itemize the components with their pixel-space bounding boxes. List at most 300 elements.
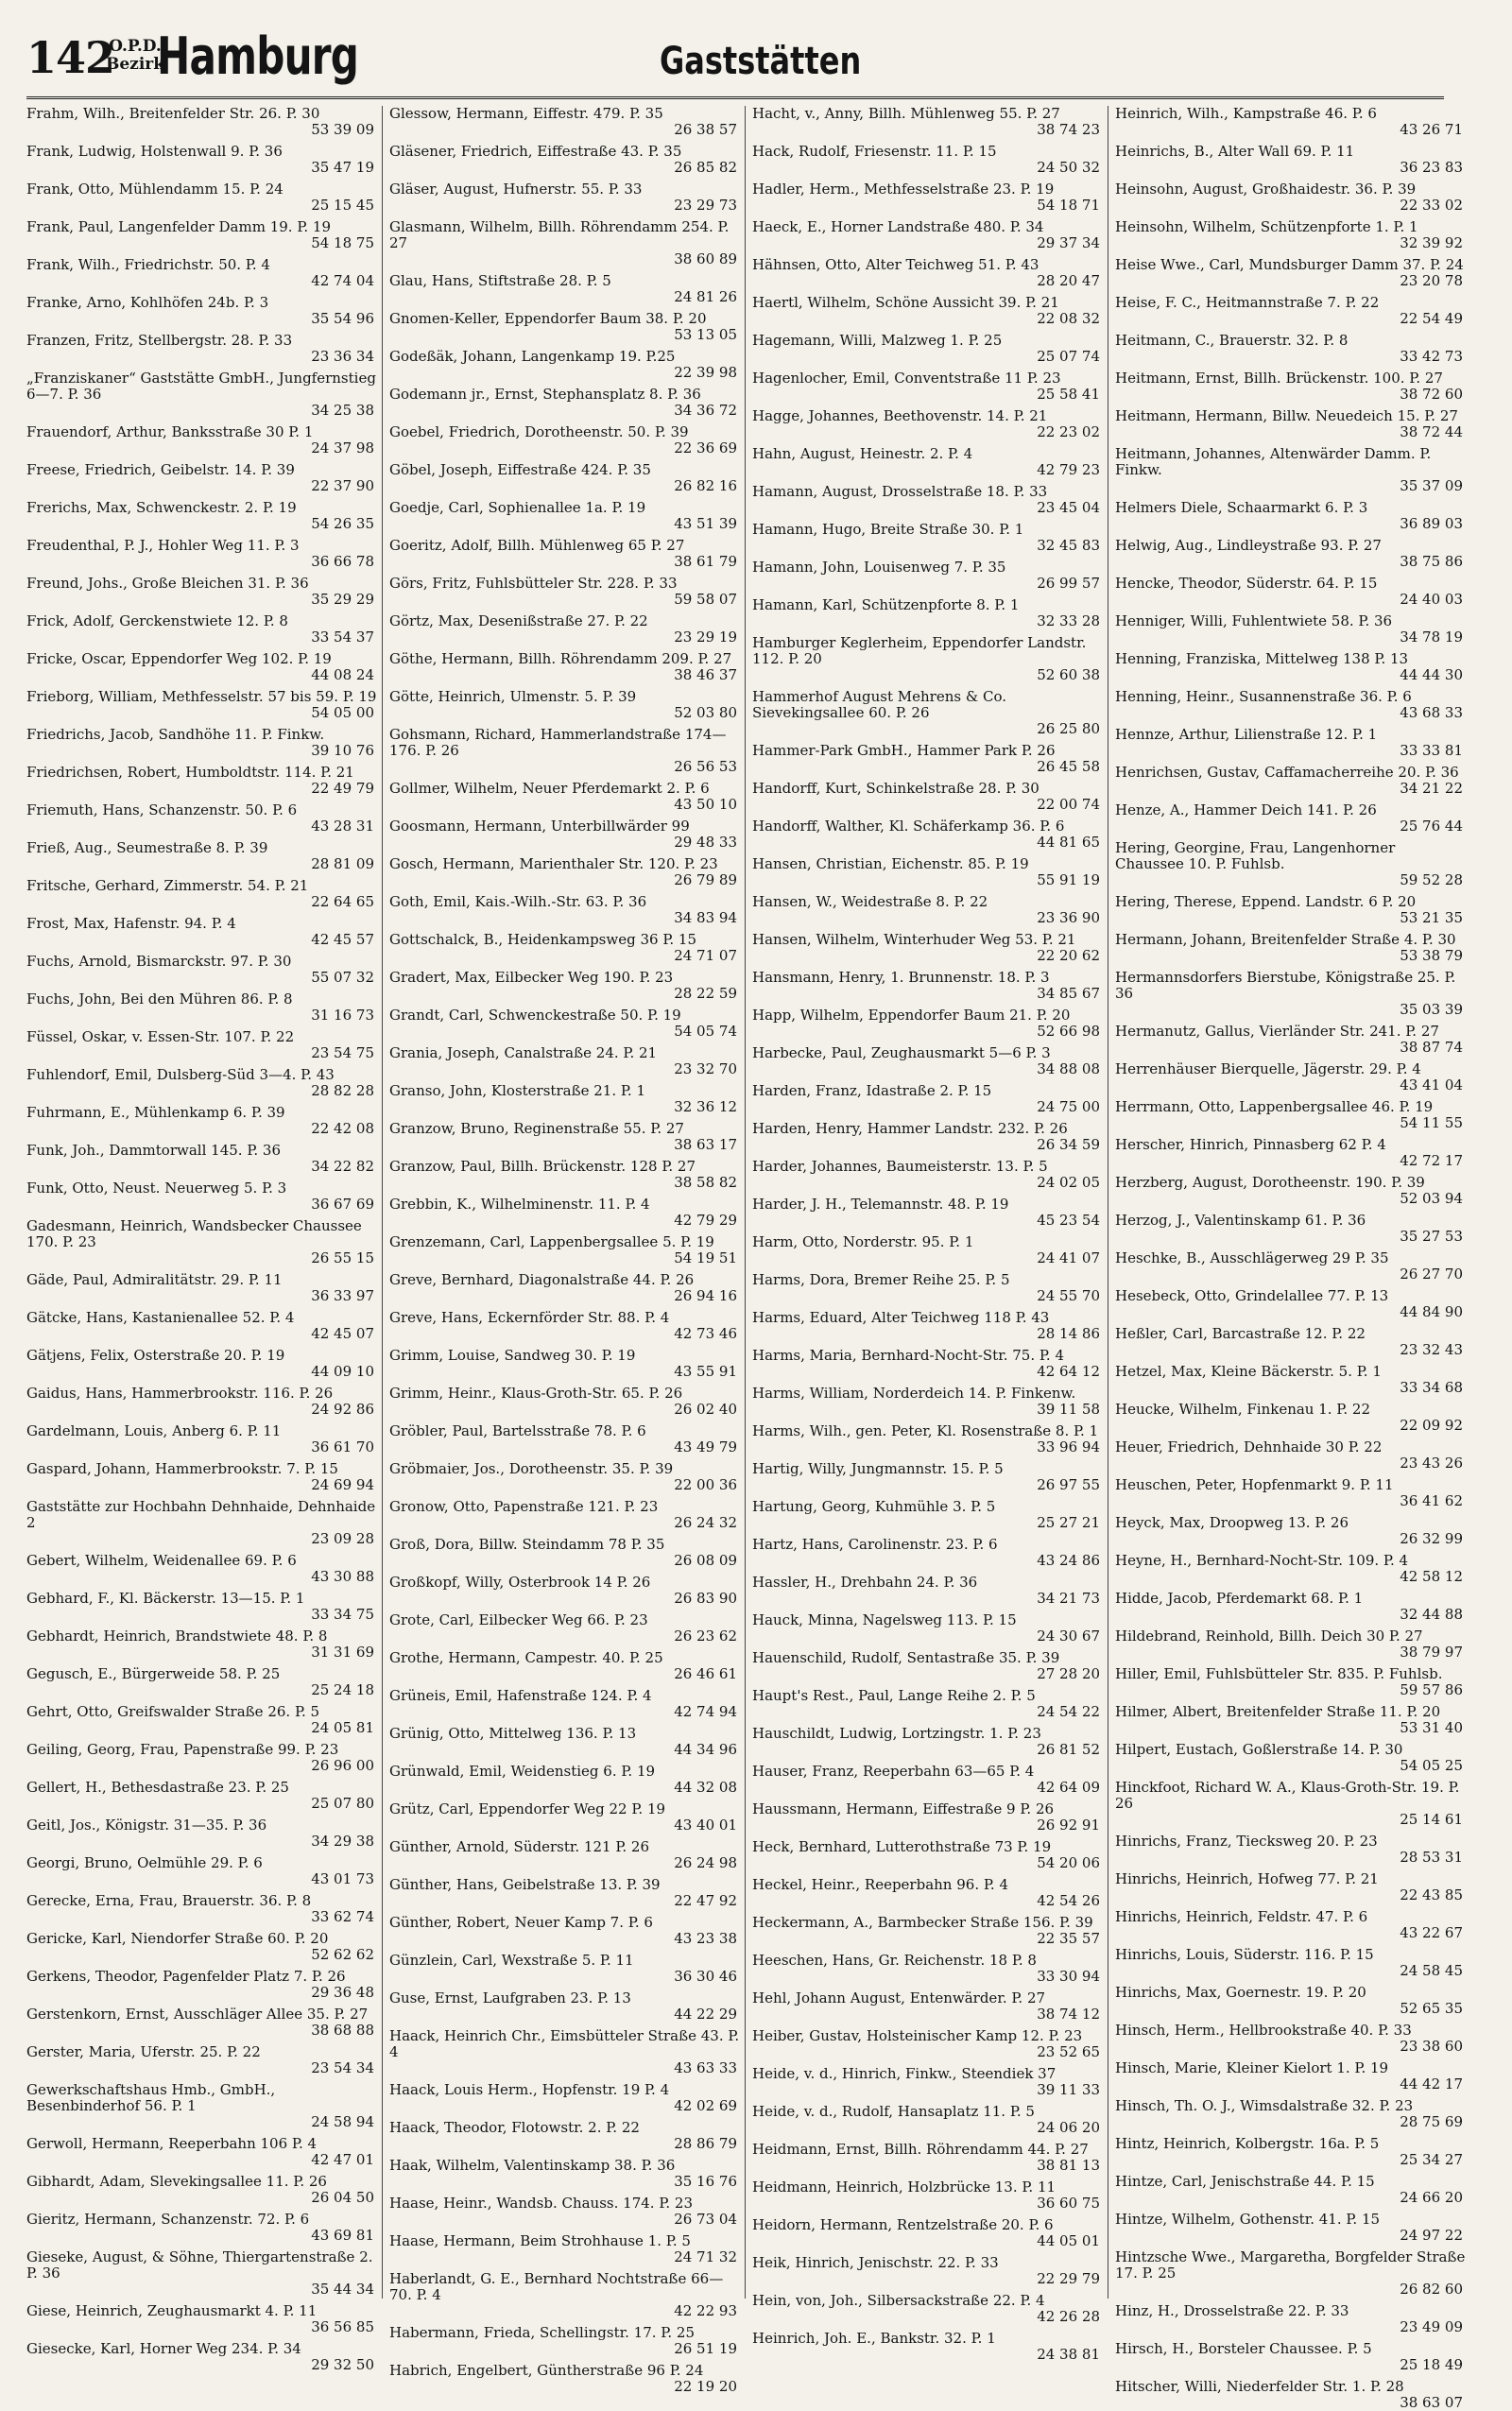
entry-name-address: Hesebeck, Otto, Grindelallee 77. P. 13 [1115, 1287, 1389, 1304]
entry-name-address: Hagenlocher, Emil, Conventstraße 11 P. 23 [752, 370, 1061, 387]
entry-phone: 43 63 33 [674, 2059, 737, 2076]
directory-entry [26, 2249, 378, 2298]
entry-name-address: Hinz, H., Drosselstraße 22. P. 33 [1115, 2302, 1349, 2319]
directory-entry [389, 1159, 741, 1191]
entry-phone: 22 43 85 [1400, 1886, 1463, 1903]
entry-phone: 22 00 36 [674, 1476, 737, 1493]
entry-phone: 26 83 90 [674, 1590, 737, 1607]
entry-phone: 29 48 33 [674, 834, 737, 851]
directory-entry [1115, 181, 1467, 214]
entry-phone: 33 34 75 [311, 1606, 374, 1623]
directory-entry [1115, 219, 1467, 251]
entry-name-address: Friemuth, Hans, Schanzenstr. 50. P. 6 [26, 801, 298, 818]
entry-name-address: Grania, Joseph, Canalstraße 24. P. 21 [389, 1044, 658, 1061]
entry-phone: 54 20 06 [1037, 1854, 1100, 1871]
directory-entry [389, 1801, 741, 1834]
directory-entry [389, 106, 741, 138]
entry-name-address: Götte, Heinrich, Ulmenstr. 5. P. 39 [389, 688, 637, 705]
directory-entry [752, 1159, 1104, 1191]
entry-name-address: Haberlandt, G. E., Bernhard Nochtstraße 66—70. P. 4 [389, 2270, 724, 2303]
column-3 [752, 105, 1104, 2363]
entry-name-address: Harms, Wilh., gen. Peter, Kl. Rosenstraße 8. P. 1 [752, 1422, 1099, 1439]
directory-entry [1115, 1250, 1467, 1283]
column-4 [1115, 105, 1467, 2411]
entry-name-address: Heyne, H., Bernhard-Nocht-Str. 109. P. 4 [1115, 1552, 1409, 1569]
directory-entry [389, 1726, 741, 1758]
directory-entry [389, 273, 741, 305]
directory-entry [752, 1575, 1104, 1607]
entry-name-address: Herscher, Hinrich, Pinnasberg 62 P. 4 [1115, 1136, 1386, 1153]
directory-entry [389, 1007, 741, 1040]
entry-phone: 25 58 41 [1037, 386, 1100, 403]
entry-phone: 23 45 04 [1037, 499, 1100, 516]
entry-phone: 38 87 74 [1400, 1039, 1463, 1056]
entry-name-address: Goth, Emil, Kais.-Wilh.-Str. 63. P. 36 [389, 893, 647, 910]
directory-entry [26, 878, 378, 910]
entry-phone: 22 37 90 [311, 477, 374, 494]
entry-phone: 22 33 02 [1400, 197, 1463, 214]
directory-entry [752, 1499, 1104, 1531]
directory-entry [389, 1688, 741, 1720]
entry-name-address: Granso, John, Klosterstraße 21. P. 1 [389, 1082, 645, 1099]
entry-phone: 53 21 35 [1400, 909, 1463, 926]
page-header [26, 21, 1444, 99]
entry-name-address: Greve, Bernhard, Diagonalstraße 44. P. 26 [389, 1271, 695, 1288]
directory-entry [1115, 1099, 1467, 1131]
directory-entry [752, 1764, 1104, 1796]
entry-phone: 29 36 48 [311, 1984, 374, 2001]
entry-phone: 31 31 69 [311, 1644, 374, 1661]
entry-phone: 26 79 89 [674, 871, 737, 888]
entry-phone: 26 92 91 [1037, 1817, 1100, 1834]
entry-phone: 42 45 57 [311, 931, 374, 948]
directory-entry [752, 1348, 1104, 1380]
entry-name-address: Hansen, Wilhelm, Winterhuder Weg 53. P. 21 [752, 931, 1076, 948]
entry-phone: 35 29 29 [311, 591, 374, 608]
directory-entry [1115, 894, 1467, 926]
entry-name-address: Hinrichs, Franz, Tiecksweg 20. P. 23 [1115, 1833, 1378, 1850]
directory-entry [752, 106, 1104, 138]
entry-name-address: Henze, A., Hammer Deich 141. P. 26 [1115, 801, 1377, 818]
entry-name-address: Frick, Adolf, Gerckenstwiete 12. P. 8 [26, 612, 288, 629]
directory-entry [752, 295, 1104, 327]
directory-entry [389, 727, 741, 775]
directory-entry [26, 1969, 378, 2001]
directory-entry [752, 2066, 1104, 2098]
entry-name-address: Harden, Henry, Hammer Landstr. 232. P. 26 [752, 1120, 1068, 1137]
entry-phone: 35 16 76 [674, 2173, 737, 2190]
entry-phone: 25 15 45 [311, 197, 374, 214]
entry-phone: 28 20 47 [1037, 272, 1100, 289]
entry-name-address: Funk, Joh., Dammtorwall 145. P. 36 [26, 1142, 281, 1159]
entry-name-address: Hansen, W., Weidestraße 8. P. 22 [752, 893, 988, 910]
entry-phone: 28 14 86 [1037, 1325, 1100, 1342]
entry-name-address: Frahm, Wilh., Breitenfelder Str. 26. P. 30 [26, 105, 320, 122]
entry-phone: 23 36 90 [1037, 909, 1100, 926]
entry-name-address: Grütz, Carl, Eppendorfer Weg 22 P. 19 [389, 1800, 666, 1817]
entry-phone: 36 61 70 [311, 1438, 374, 1455]
entry-name-address: Heinrich, Joh. E., Bankstr. 32. P. 1 [752, 2330, 996, 2347]
entry-phone: 43 24 86 [1037, 1552, 1100, 1569]
entry-phone: 44 22 29 [674, 2006, 737, 2023]
page-number: 142 [26, 32, 115, 83]
directory-entry [1115, 2098, 1467, 2130]
entry-name-address: Grimm, Heinr., Klaus-Groth-Str. 65. P. 26 [389, 1385, 683, 1402]
directory-entry [1115, 538, 1467, 570]
entry-phone: 42 45 07 [311, 1325, 374, 1342]
entry-name-address: Gieseke, August, & Söhne, Thiergartenstraße 2. P. 36 [26, 2248, 373, 2282]
entry-phone: 52 03 80 [674, 704, 737, 721]
directory-entry [26, 424, 378, 456]
directory-entry [1115, 2249, 1467, 2298]
directory-entry [752, 1612, 1104, 1645]
entry-phone: 22 36 69 [674, 439, 737, 456]
entry-name-address: Heinsohn, Wilhelm, Schützenpforte 1. P. 1 [1115, 218, 1418, 235]
entry-name-address: Hammer-Park GmbH., Hammer Park P. 26 [752, 742, 1056, 759]
entry-name-address: Granzow, Bruno, Reginenstraße 55. P. 27 [389, 1120, 684, 1137]
entry-name-address: Gerster, Maria, Uferstr. 25. P. 22 [26, 2043, 261, 2060]
column-1 [26, 105, 378, 2373]
entry-name-address: Grebbin, K., Wilhelminenstr. 11. P. 4 [389, 1196, 650, 1213]
directory-entry [389, 1121, 741, 1153]
entry-name-address: Hilpert, Eustach, Goßlerstraße 14. P. 30 [1115, 1741, 1403, 1758]
entry-name-address: Hirsch, H., Borsteler Chaussee. P. 5 [1115, 2340, 1372, 2357]
directory-entry [752, 1272, 1104, 1304]
entry-phone: 26 27 70 [1400, 1266, 1463, 1283]
directory-entry [389, 932, 741, 964]
entry-name-address: Gericke, Karl, Niendorfer Straße 60. P. 20 [26, 1930, 329, 1947]
entry-phone: 43 28 31 [311, 818, 374, 835]
entry-name-address: Franke, Arno, Kohlhöfen 24b. P. 3 [26, 294, 269, 311]
entry-name-address: Hinrichs, Max, Goernestr. 19. P. 20 [1115, 1984, 1366, 2001]
entry-name-address: Gerwoll, Hermann, Reeperbahn 106 P. 4 [26, 2135, 318, 2152]
entry-phone: 34 88 08 [1037, 1060, 1100, 1077]
entry-name-address: Harms, Maria, Bernhard-Nocht-Str. 75. P. 4 [752, 1347, 1065, 1364]
entry-name-address: Goedje, Carl, Sophienallee 1a. P. 19 [389, 499, 646, 516]
entry-phone: 34 22 82 [311, 1158, 374, 1175]
entry-phone: 25 07 74 [1037, 348, 1100, 365]
entry-phone: 54 18 71 [1037, 197, 1100, 214]
entry-phone: 26 23 62 [674, 1627, 737, 1645]
entry-phone: 35 03 39 [1400, 1001, 1463, 1018]
entry-name-address: Gardelmann, Louis, Anberg 6. P. 11 [26, 1422, 282, 1439]
entry-name-address: Hering, Georgine, Frau, Langenhorner Chaussee 10. P. Fuhlsb. [1115, 839, 1396, 872]
entry-name-address: Frank, Paul, Langenfelder Damm 19. P. 19 [26, 218, 331, 235]
entry-phone: 38 58 82 [674, 1174, 737, 1191]
directory-entry [26, 1143, 378, 1175]
entry-phone: 23 54 34 [311, 2059, 374, 2076]
directory-entry [752, 1650, 1104, 1682]
entry-phone: 26 25 80 [1037, 720, 1100, 737]
entry-phone: 24 58 94 [311, 2113, 374, 2130]
directory-entry [1115, 1175, 1467, 1207]
directory-entry [752, 1877, 1104, 1909]
entry-name-address: Hagge, Johannes, Beethovenstr. 14. P. 21 [752, 407, 1048, 424]
entry-name-address: Herzog, J., Valentinskamp 61. P. 36 [1115, 1212, 1366, 1229]
directory-entry [1115, 576, 1467, 608]
directory-entry [26, 2174, 378, 2206]
entry-phone: 22 29 79 [1037, 2270, 1100, 2287]
directory-entry [752, 333, 1104, 365]
directory-entry [26, 370, 378, 419]
entry-name-address: Happ, Wilhelm, Eppendorfer Baum 21. P. 20 [752, 1007, 1071, 1024]
entry-name-address: Hermannsdorfers Bierstube, Königstraße 25. P. 36 [1115, 969, 1456, 1002]
entry-phone: 26 99 57 [1037, 575, 1100, 592]
entry-phone: 26 81 52 [1037, 1741, 1100, 1758]
directory-entry [1115, 1364, 1467, 1396]
entry-name-address: Fritsche, Gerhard, Zimmerstr. 54. P. 21 [26, 877, 309, 894]
entry-name-address: Hartig, Willy, Jungmannstr. 15. P. 5 [752, 1460, 1004, 1477]
directory-entry [752, 2028, 1104, 2060]
entry-phone: 42 54 26 [1037, 1892, 1100, 1909]
entry-phone: 34 85 67 [1037, 985, 1100, 1002]
directory-entry [1115, 1704, 1467, 1736]
directory-entry [26, 613, 378, 646]
entry-phone: 43 30 88 [311, 1568, 374, 1585]
directory-entry [26, 1386, 378, 1418]
entry-phone: 22 23 02 [1037, 423, 1100, 440]
entry-phone: 43 50 10 [674, 796, 737, 813]
entry-name-address: Haeck, E., Horner Landstraße 480. P. 34 [752, 218, 1044, 235]
directory-entry [389, 2082, 741, 2114]
entry-name-address: Grandt, Carl, Schwenckestraße 50. P. 19 [389, 1007, 681, 1024]
directory-entry [752, 1915, 1104, 1947]
directory-entry [752, 522, 1104, 554]
entry-name-address: Harms, William, Norderdeich 14. P. Finkenw. [752, 1385, 1076, 1402]
entry-phone: 53 38 79 [1400, 947, 1463, 964]
directory-entry [26, 1553, 378, 1585]
directory-entry [1115, 970, 1467, 1018]
entry-name-address: Giese, Heinrich, Zeughausmarkt 4. P. 11 [26, 2302, 318, 2319]
entry-phone: 27 28 20 [1037, 1665, 1100, 1682]
entry-phone: 24 30 67 [1037, 1627, 1100, 1645]
entry-name-address: Heidmann, Ernst, Billh. Röhrendamm 44. P. 27 [752, 2141, 1089, 2158]
entry-phone: 26 97 55 [1037, 1476, 1100, 1493]
column-divider [745, 106, 746, 2299]
directory-entry [389, 424, 741, 456]
directory-entry [752, 181, 1104, 214]
entry-phone: 23 54 75 [311, 1044, 374, 1061]
entry-name-address: Glau, Hans, Stiftstraße 28. P. 5 [389, 272, 611, 289]
directory-entry [389, 387, 741, 419]
entry-name-address: Geitl, Jos., Königstr. 31—35. P. 36 [26, 1817, 267, 1834]
entry-name-address: Heinrich, Wilh., Kampstraße 46. P. 6 [1115, 105, 1377, 122]
entry-name-address: Hilmer, Albert, Breitenfelder Straße 11. P. 20 [1115, 1703, 1441, 1720]
entry-phone: 24 41 07 [1037, 1249, 1100, 1266]
directory-entry [389, 1575, 741, 1607]
entry-name-address: Herzberg, August, Dorotheenstr. 190. P. 39 [1115, 1174, 1425, 1191]
entry-phone: 39 11 58 [1037, 1401, 1100, 1418]
entry-name-address: Heschke, B., Ausschlägerweg 29 P. 35 [1115, 1249, 1389, 1266]
entry-name-address: Henning, Franziska, Mittelweg 138 P. 13 [1115, 650, 1409, 667]
entry-phone: 42 47 01 [311, 2151, 374, 2168]
directory-entry [389, 2158, 741, 2190]
entry-phone: 34 83 94 [674, 909, 737, 926]
entry-name-address: Hinsch, Herm., Hellbrookstraße 40. P. 33 [1115, 2022, 1412, 2039]
entry-phone: 26 02 40 [674, 1401, 737, 1418]
directory-entry [26, 840, 378, 872]
entry-phone: 54 05 25 [1400, 1757, 1463, 1774]
entry-phone: 33 42 73 [1400, 348, 1463, 365]
entry-phone: 24 38 81 [1037, 2346, 1100, 2363]
entry-phone: 24 54 22 [1037, 1703, 1100, 1720]
directory-entry [1115, 2303, 1467, 2335]
entry-phone: 36 89 03 [1400, 515, 1463, 532]
entry-name-address: Frank, Wilh., Friedrichstr. 50. P. 4 [26, 256, 270, 273]
entry-name-address: Fuchs, John, Bei den Mühren 86. P. 8 [26, 990, 293, 1007]
entry-phone: 28 82 28 [311, 1082, 374, 1099]
entry-name-address: Gläsener, Friedrich, Eiffestraße 43. P. 35 [389, 143, 682, 160]
entry-phone: 26 94 16 [674, 1287, 737, 1304]
directory-entry [389, 781, 741, 813]
directory-entry [389, 1348, 741, 1380]
entry-phone: 36 30 46 [674, 1968, 737, 1985]
entry-phone: 26 56 53 [674, 758, 737, 775]
directory-entry [389, 2233, 741, 2265]
entry-phone: 23 32 43 [1400, 1341, 1463, 1358]
entry-phone: 25 34 27 [1400, 2151, 1463, 2168]
entry-name-address: Gebhardt, Heinrich, Brandstwiete 48. P. 8 [26, 1627, 328, 1645]
entry-phone: 26 45 58 [1037, 758, 1100, 775]
entry-phone: 24 71 32 [674, 2248, 737, 2265]
entry-phone: 33 33 81 [1400, 742, 1463, 759]
entry-phone: 44 09 10 [311, 1363, 374, 1380]
directory-entry [26, 1780, 378, 1812]
entry-name-address: Heck, Bernhard, Lutterothstraße 73 P. 19 [752, 1838, 1052, 1855]
directory-entry [1115, 651, 1467, 683]
directory-entry [26, 257, 378, 289]
entry-name-address: Heeschen, Hans, Gr. Reichenstr. 18 P. 8 [752, 1952, 1037, 1969]
entry-phone: 24 81 26 [674, 288, 737, 305]
entry-name-address: Heise Wwe., Carl, Mundsburger Damm 37. P. 24 [1115, 256, 1464, 273]
entry-phone: 26 38 57 [674, 121, 737, 138]
entry-phone: 26 82 60 [1400, 2281, 1463, 2298]
entry-name-address: Füssel, Oskar, v. Essen-Str. 107. P. 22 [26, 1028, 295, 1045]
entry-name-address: Gibhardt, Adam, Slevekingsallee 11. P. 26 [26, 2173, 327, 2190]
entry-name-address: Heiber, Gustav, Holsteinischer Kamp 12. P. 23 [752, 2027, 1083, 2044]
directory-entry [752, 219, 1104, 251]
directory-entry [752, 1953, 1104, 1985]
entry-phone: 25 14 61 [1400, 1811, 1463, 1828]
directory-entry [1115, 500, 1467, 532]
entry-phone: 32 44 88 [1400, 1606, 1463, 1623]
entry-phone: 36 60 75 [1037, 2195, 1100, 2212]
directory-entry [26, 2136, 378, 2168]
entry-name-address: Heuer, Friedrich, Dehnhaide 30 P. 22 [1115, 1438, 1383, 1455]
entry-name-address: Hermann, Johann, Breitenfelder Straße 4. P. 30 [1115, 931, 1456, 948]
directory-entry [389, 1499, 741, 1531]
entry-name-address: Gröbmaier, Jos., Dorotheenstr. 35. P. 39 [389, 1460, 674, 1477]
directory-entry [1115, 1402, 1467, 1434]
entry-name-address: Gnomen-Keller, Eppendorfer Baum 38. P. 20 [389, 310, 707, 327]
entry-phone: 28 75 69 [1400, 2113, 1463, 2130]
directory-entry [389, 2196, 741, 2228]
entry-phone: 35 27 53 [1400, 1228, 1463, 1245]
directory-entry [26, 954, 378, 986]
entry-phone: 52 62 62 [311, 1946, 374, 1963]
entry-phone: 35 47 19 [311, 159, 374, 176]
entry-name-address: Fricke, Oscar, Eppendorfer Weg 102. P. 19 [26, 650, 332, 667]
entry-phone: 26 73 04 [674, 2211, 737, 2228]
entry-name-address: Hinrichs, Heinrich, Hofweg 77. P. 21 [1115, 1870, 1379, 1887]
entry-phone: 42 73 46 [674, 1325, 737, 1342]
entry-name-address: Gewerkschaftshaus Hmb., GmbH., Besenbinderhof 56. P. 1 [26, 2081, 276, 2114]
entry-name-address: Görtz, Max, Desenißstraße 27. P. 22 [389, 612, 648, 629]
directory-entry [752, 1007, 1104, 1040]
entry-name-address: Heidorn, Hermann, Rentzelstraße 20. P. 6 [752, 2216, 1054, 2233]
directory-entry [389, 2363, 741, 2395]
entry-name-address: Gröbler, Paul, Bartelsstraße 78. P. 6 [389, 1422, 646, 1439]
entry-name-address: Heide, v. d., Hinrich, Finkw., Steendiek 37 [752, 2065, 1057, 2082]
entry-phone: 38 72 60 [1400, 386, 1463, 403]
entry-name-address: Haack, Louis Herm., Hopfenstr. 19 P. 4 [389, 2081, 670, 2098]
entry-phone: 28 22 59 [674, 985, 737, 1002]
directory-entry [1115, 1947, 1467, 1979]
entry-phone: 26 34 59 [1037, 1136, 1100, 1153]
directory-entry [752, 408, 1104, 440]
entry-phone: 34 25 38 [311, 402, 374, 419]
directory-entry [26, 1591, 378, 1623]
entry-phone: 44 05 01 [1037, 2232, 1100, 2249]
directory-entry [1115, 1628, 1467, 1661]
entry-name-address: Haase, Heinr., Wandsb. Chauss. 174. P. 23 [389, 2195, 693, 2212]
entry-name-address: Hintze, Wilhelm, Gothenstr. 41. P. 15 [1115, 2211, 1381, 2228]
entry-phone: 33 62 74 [311, 1908, 374, 1925]
entry-name-address: Gegusch, E., Bürgerweide 58. P. 25 [26, 1665, 281, 1682]
entry-phone: 24 02 05 [1037, 1174, 1100, 1191]
entry-name-address: Heise, F. C., Heitmannstraße 7. P. 22 [1115, 294, 1380, 311]
directory-entry [389, 1764, 741, 1796]
entry-name-address: Günzlein, Carl, Wexstraße 5. P. 11 [389, 1952, 634, 1969]
entry-phone: 24 40 03 [1400, 591, 1463, 608]
entry-name-address: Georgi, Bruno, Oelmühle 29. P. 6 [26, 1854, 263, 1871]
entry-name-address: Heitmann, Johannes, Altenwärder Damm. P. Finkw. [1115, 445, 1432, 478]
directory-entry [1115, 257, 1467, 289]
directory-entry [752, 1688, 1104, 1720]
entry-phone: 26 55 15 [311, 1249, 374, 1266]
directory-entry [26, 500, 378, 532]
directory-entry [1115, 1213, 1467, 1245]
entry-name-address: Hennze, Arthur, Lilienstraße 12. P. 1 [1115, 726, 1378, 743]
entry-name-address: Grüneis, Emil, Hafenstraße 124. P. 4 [389, 1687, 652, 1704]
directory-entry [26, 1310, 378, 1342]
entry-name-address: Glessow, Hermann, Eiffestr. 479. P. 35 [389, 105, 663, 122]
entry-name-address: Frauendorf, Arthur, Banksstraße 30 P. 1 [26, 423, 314, 440]
entry-name-address: Gebert, Wilhelm, Weidenallee 69. P. 6 [26, 1552, 297, 1569]
entry-name-address: Hauck, Minna, Nagelsweg 113. P. 15 [752, 1611, 1017, 1628]
entry-name-address: Harder, J. H., Telemannstr. 48. P. 19 [752, 1196, 1009, 1213]
entry-phone: 26 46 61 [674, 1665, 737, 1682]
entry-name-address: Hering, Therese, Eppend. Landstr. 6 P. 20 [1115, 893, 1417, 910]
directory-entry [752, 1310, 1104, 1342]
entry-phone: 24 69 94 [311, 1476, 374, 1493]
entry-phone: 22 09 92 [1400, 1417, 1463, 1434]
entry-name-address: Gottschalck, B., Heidenkampsweg 36 P. 15 [389, 931, 696, 948]
entry-phone: 44 34 96 [674, 1741, 737, 1758]
entry-phone: 43 23 38 [674, 1930, 737, 1947]
entry-name-address: Göthe, Hermann, Billh. Röhrendamm 209. P. 27 [389, 650, 732, 667]
entry-name-address: Hadler, Herm., Methfesselstraße 23. P. 19 [752, 181, 1055, 198]
directory-entry [26, 1704, 378, 1736]
directory-entry [1115, 765, 1467, 797]
entry-name-address: Gaspard, Johann, Hammerbrookstr. 7. P. 15 [26, 1460, 338, 1477]
directory-entry [26, 1180, 378, 1213]
directory-entry [1115, 2379, 1467, 2411]
entry-name-address: Gellert, H., Bethesdastraße 23. P. 25 [26, 1779, 289, 1796]
entry-phone: 26 24 32 [674, 1514, 737, 1531]
entry-phone: 24 05 81 [311, 1719, 374, 1736]
entry-phone: 24 06 20 [1037, 2119, 1100, 2136]
